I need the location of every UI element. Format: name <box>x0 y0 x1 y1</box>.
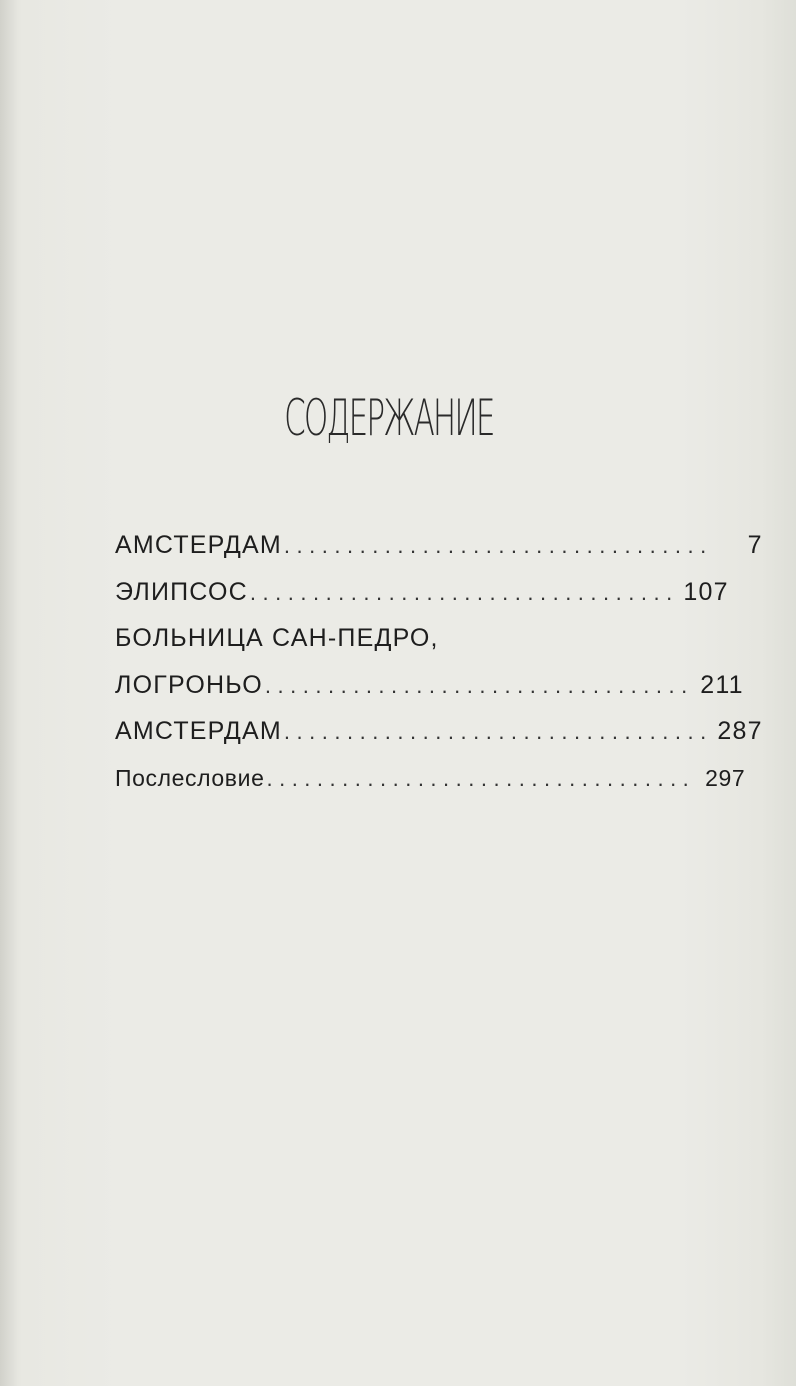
toc-entry <box>115 662 744 709</box>
toc-entry-page: 107 <box>683 577 729 606</box>
toc-entry <box>115 569 729 616</box>
toc-entry-title: АМСТЕРДАМ <box>115 717 282 745</box>
dot-leader: .................................. <box>283 719 713 744</box>
toc-entry-title: АМСТЕРДАМ <box>115 531 282 559</box>
dot-leader: .................................. <box>283 533 713 558</box>
toc-entry-page: 287 <box>717 717 763 745</box>
toc-entry-title: ЛОГРОНЬО <box>115 670 263 699</box>
dot-leader: .................................. <box>249 579 679 605</box>
dot-leader: .................................. <box>264 672 694 698</box>
toc-entry <box>115 522 763 569</box>
toc-entry <box>115 755 746 802</box>
toc-entry-title: БОЛЬНИЦА САН-ПЕДРО, <box>115 624 439 652</box>
table-of-contents <box>115 522 763 801</box>
dot-leader: .................................. <box>266 765 696 791</box>
toc-entry <box>115 708 763 755</box>
toc-entry-page: 297 <box>705 764 746 791</box>
page-title: СОДЕРЖАНИЕ <box>284 389 494 447</box>
toc-entry-title: ЭЛИПСОС <box>115 577 248 606</box>
toc-entry <box>115 615 627 662</box>
toc-entry-title: Послесловие <box>115 764 265 791</box>
toc-entry-page: 211 <box>700 670 744 699</box>
toc-entry-page: 7 <box>747 531 763 559</box>
spine-shadow <box>0 0 18 1386</box>
